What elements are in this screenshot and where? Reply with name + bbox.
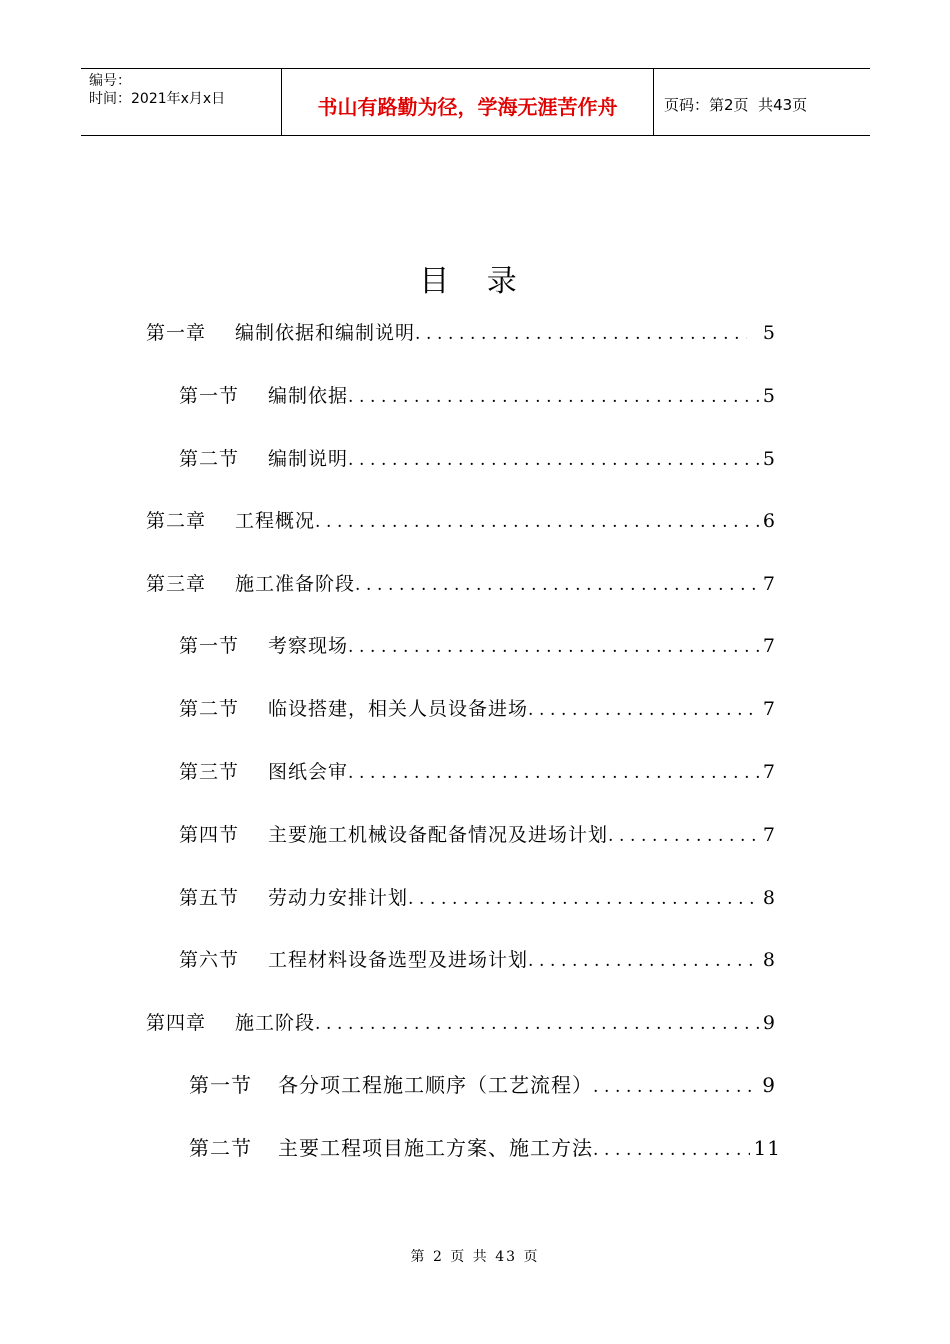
toc-entry-text: 考察现场 — [268, 635, 349, 657]
toc-entry-label: 第一节 — [179, 635, 240, 657]
toc-leader-dots — [608, 823, 759, 849]
toc-leader-dots — [408, 886, 759, 912]
toc-entry-page: 8 — [762, 949, 776, 971]
toc-entry-page: 9 — [762, 1012, 776, 1034]
toc-entry-page: 5 — [762, 448, 776, 470]
toc-entry-page: 9 — [762, 1073, 776, 1097]
toc-entry-section[interactable] — [189, 1072, 776, 1100]
toc-entry-label: 第二节 — [179, 448, 240, 470]
toc-entry-page: 11 — [753, 1136, 781, 1160]
toc-entry-text: 各分项工程施工顺序（工艺流程） — [278, 1073, 593, 1097]
document-date: 时间：2021年x月x日 — [89, 91, 226, 107]
toc-entry-label: 第二节 — [179, 698, 240, 720]
header-page-info — [654, 69, 870, 135]
toc-entry-label: 第四章 — [146, 1012, 207, 1034]
toc-entry-text: 临设搭建，相关人员设备进场 — [268, 698, 529, 720]
header-page-info-text: 页码：第2页 共43页 — [664, 95, 808, 114]
toc-entry-section[interactable] — [179, 446, 776, 473]
toc-entry-text: 图纸会审 — [268, 761, 349, 783]
toc-entry-chapter[interactable] — [146, 320, 776, 347]
toc-entry-section[interactable] — [189, 1135, 781, 1163]
toc-entry-text: 主要工程项目施工方案、施工方法 — [278, 1136, 593, 1160]
toc-entry-text: 施工准备阶段 — [235, 573, 356, 595]
toc-entry-label: 第一节 — [189, 1073, 252, 1097]
toc-leader-dots — [528, 948, 759, 974]
toc-entry-page: 7 — [762, 761, 776, 783]
toc-entry-text: 编制依据 — [268, 385, 349, 407]
toc-entry-page: 8 — [762, 887, 776, 909]
toc-entry-chapter[interactable] — [146, 571, 776, 598]
toc-entry-label: 第三节 — [179, 761, 240, 783]
toc-entry-section[interactable] — [179, 759, 776, 786]
document-number-label: 编号： — [89, 73, 131, 89]
toc-entry-label: 第二节 — [189, 1136, 252, 1160]
toc-entry-text: 编制说明 — [268, 448, 349, 470]
toc-entry-chapter[interactable] — [146, 508, 776, 535]
toc-leader-dots — [593, 1074, 756, 1100]
toc-entry-label: 第五节 — [179, 887, 240, 909]
toc-entry-section[interactable] — [179, 885, 776, 912]
toc-entry-chapter[interactable] — [146, 1010, 776, 1037]
toc-leader-dots — [348, 447, 759, 473]
toc-entry-section[interactable] — [179, 383, 776, 410]
toc-leader-dots — [355, 572, 759, 598]
toc-entry-label: 第六节 — [179, 949, 240, 971]
toc-entry-text: 工程概况 — [235, 510, 316, 532]
toc-entry-page: 7 — [762, 635, 776, 657]
toc-entry-label: 第二章 — [146, 510, 207, 532]
toc-entry-page: 5 — [762, 385, 776, 407]
header-meta — [81, 69, 282, 135]
toc-entry-text: 施工阶段 — [235, 1012, 316, 1034]
header-motto: 书山有路勤为径，学海无涯苦作舟 — [282, 69, 654, 135]
toc-entry-page: 6 — [762, 510, 776, 532]
toc-entry-section[interactable] — [179, 633, 776, 660]
toc-entry-page: 5 — [762, 322, 776, 344]
toc-entry-label: 第一章 — [146, 322, 207, 344]
toc-entry-text: 工程材料设备选型及进场计划 — [268, 949, 529, 971]
toc-entry-page: 7 — [762, 698, 776, 720]
toc-leader-dots — [593, 1137, 750, 1163]
toc-entry-text: 主要施工机械设备配备情况及进场计划 — [268, 824, 609, 846]
toc-entry-label: 第三章 — [146, 573, 207, 595]
toc-leader-dots — [315, 1011, 759, 1037]
toc-entry-label: 第一节 — [179, 385, 240, 407]
toc-leader-dots — [528, 697, 759, 723]
toc-leader-dots — [348, 760, 759, 786]
toc-entry-section[interactable] — [179, 947, 776, 974]
toc-entry-section[interactable] — [179, 696, 776, 723]
toc-entry-text: 劳动力安排计划 — [268, 887, 409, 909]
toc-leader-dots — [415, 321, 747, 347]
toc-entry-page: 7 — [762, 824, 776, 846]
toc-leader-dots — [348, 384, 759, 410]
toc-entry-section[interactable] — [179, 822, 776, 849]
toc-leader-dots — [348, 634, 759, 660]
toc-entry-page: 7 — [762, 573, 776, 595]
toc-leader-dots — [315, 509, 759, 535]
toc-entry-label: 第四节 — [179, 824, 240, 846]
page-footer: 第 2 页 共 43 页 — [410, 1249, 540, 1265]
toc-title: 目 录 — [419, 264, 531, 299]
document-header — [81, 68, 870, 136]
toc-entry-text: 编制依据和编制说明 — [235, 322, 416, 344]
